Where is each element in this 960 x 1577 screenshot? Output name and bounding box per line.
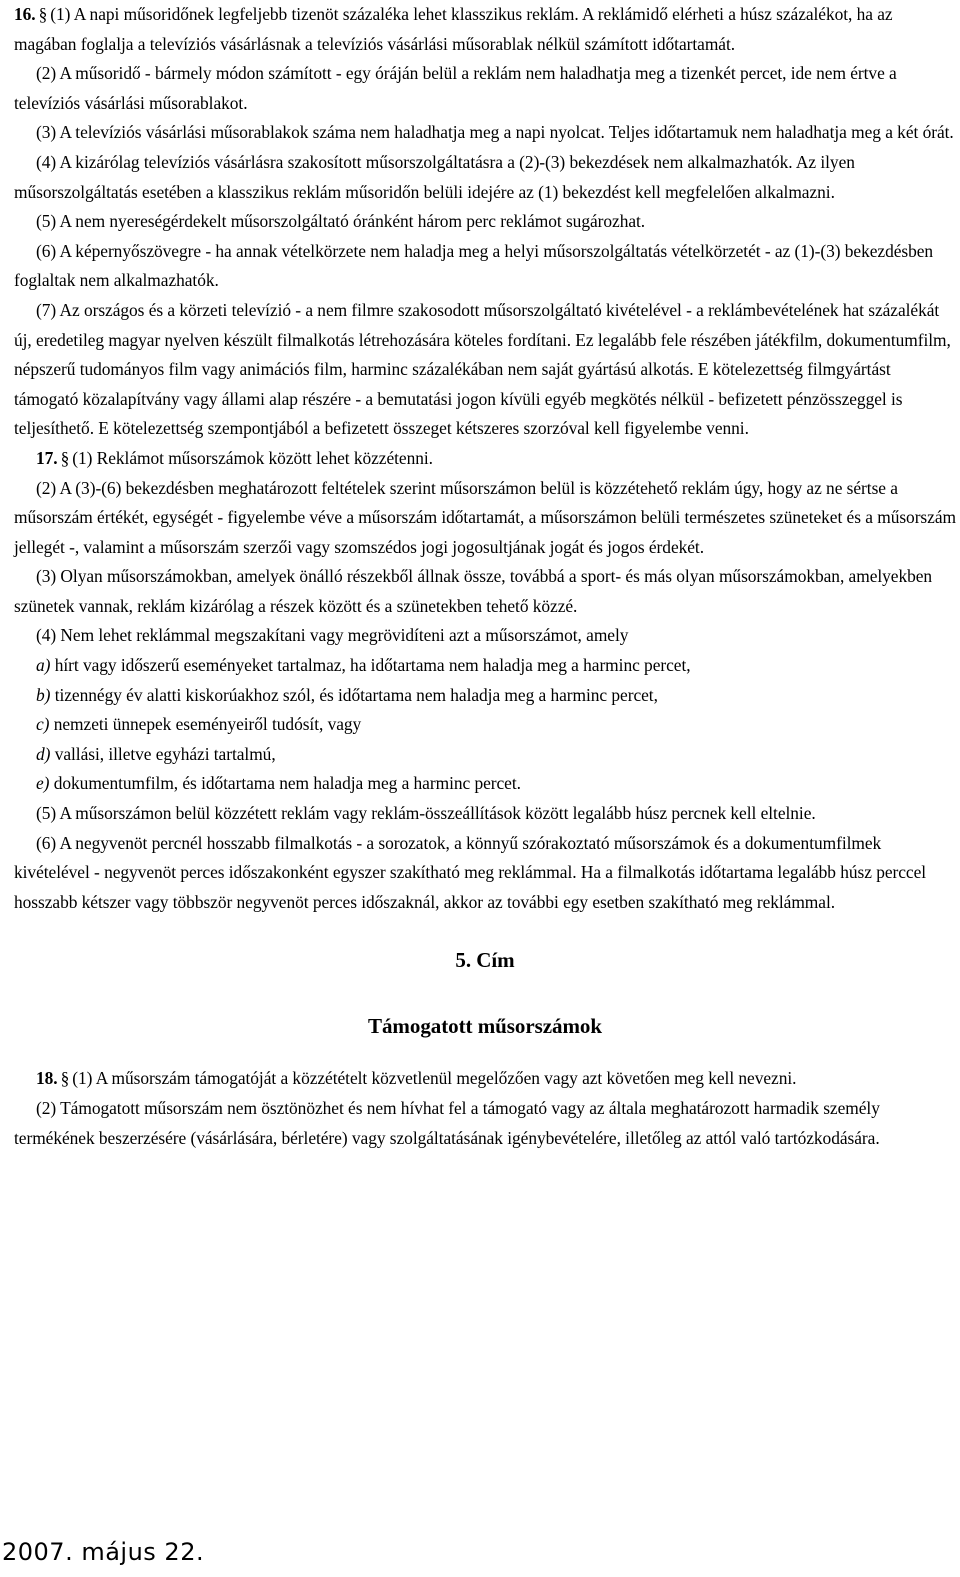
section-16-para-6: (6) A képernyőszövegre - ha annak vételkörzete nem haladja meg a helyi műsorszolgáltatás vételkörzetét - az (1)-(3) bekezdésben foglaltak nem alkalmazhatók.	[14, 240, 934, 291]
paragraph-text: (1) A műsorszám támogatóját a közzétételt közvetlenül megelőzően vagy azt követően meg kell nevezni.	[72, 1068, 797, 1089]
list-item-a	[14, 651, 956, 681]
section-16-para-1	[14, 0, 956, 59]
document-body	[14, 0, 956, 1153]
section-number: 17.	[36, 447, 58, 468]
section-18-para-2: (2) Támogatott műsorszám nem ösztönözhet és nem hívhat fel a támogató vagy az általa meghatározott harmadik személy termékének beszerzésére (vásárlására, bérletére) vagy szolgáltatásának igénybevételére, illetőleg az attól való tartózkodására.	[14, 1098, 880, 1148]
item-text: dokumentumfilm, és időtartama nem haladja meg a harminc percet.	[53, 773, 521, 794]
section-16-para-7: (7) Az országos és a körzeti televízió - a nem filmre szakosodott műsorszolgáltató kivételével - a reklámbevételének hat százalékát új, eredetileg magyar nyelven készült filmalkotás létrehozására köteles fordítani. Ez legalább fele részében játékfilm, dokumentumfilm, népszerű tudományos film vagy animációs film, harminc százalékában nem saját gyártású alkotás. E kötelezettség filmgyártást támogató közalapítvány vagy állami alap részére - a bemutatási jogon kívüli egyéb megkötés nélkül - befizetett pénzösszeggel is teljesíthető. E kötelezettség szempontjából a befizetett összeget kétszeres szorzóval kell figyelembe venni.	[14, 299, 951, 439]
item-letter: b)	[36, 684, 51, 705]
section-sign: §	[38, 4, 48, 24]
item-text: vallási, illetve egyházi tartalmú,	[54, 743, 276, 764]
section-16-para-2: (2) A műsoridő - bármely módon számított - egy óráján belül a reklám nem haladhatja meg a tizenkét percet, ide nem értve a televíziós vásárlási műsorablakot.	[14, 63, 897, 113]
list-item-e	[14, 769, 956, 799]
list-item-d	[14, 740, 956, 770]
chapter-heading: 5. Cím	[455, 948, 515, 973]
section-number: 18.	[36, 1068, 58, 1089]
section-16-para-3: (3) A televíziós vásárlási műsorablakok száma nem haladhatja meg a napi nyolcat. Teljes időtartamuk nem haladhatja meg a két órát.	[36, 122, 954, 143]
section-sign: §	[60, 1068, 70, 1089]
item-letter: a)	[36, 655, 51, 676]
section-number: 16.	[14, 4, 36, 24]
item-text: nemzeti ünnepek eseményeiről tudósít, vagy	[53, 714, 362, 735]
section-sign: §	[60, 447, 70, 468]
section-16-para-4: (4) A kizárólag televíziós vásárlásra szakosított műsorszolgáltatásra a (2)-(3) bekezdések nem alkalmazhatók. Az ilyen műsorszolgáltatás esetében a klasszikus reklám műsoridőn belüli idejére az (1) bekezdést kell megfelelően alkalmazni.	[14, 151, 855, 202]
section-16-para-5: (5) A nem nyereségérdekelt műsorszolgáltató óránként három perc reklámot sugározhat.	[36, 211, 646, 232]
section-17-para-2: (2) A (3)-(6) bekezdésben meghatározott feltételek szerint műsorszámon belül is közzétehető reklám úgy, hogy az ne sértse a műsorszám értékét, egységét - figyelembe véve a műsorszám időtartamát, a műsorszámon belüli természetes szüneteket és a műsorszám jellegét -, valamint a műsorszám szerzői vagy szomszédos jogi jogosultjának jogát és jogos érdekét.	[14, 477, 956, 557]
footer-date: 2007. május 22.	[2, 1538, 205, 1566]
item-letter: c)	[36, 714, 50, 735]
section-17-para-6: (6) A negyvenöt percnél hosszabb filmalkotás - a sorozatok, a könnyű szórakoztató műsorszámok és a dokumentumfilmek kivételével - negyvenöt perces időszakonként egyszer szakítható meg reklámmal. Ha a filmalkotás időtartama legalább húsz perccel hosszabb kétszer vagy többször negyvenöt perces időszaknál, akkor az további egy esetben szakítható meg reklámmal.	[14, 832, 927, 912]
paragraph-text: (1) Reklámot műsorszámok között lehet közzétenni.	[72, 447, 433, 468]
section-17-para-5: (5) A műsorszámon belül közzétett reklám vagy reklám-összeállítások között legalább húsz percnek kell eltelnie.	[36, 803, 816, 824]
section-18-para-1	[14, 1064, 956, 1094]
item-letter: d)	[36, 743, 51, 764]
chapter-title: Támogatott műsorszámok	[368, 1014, 602, 1039]
list-item-c	[14, 710, 956, 740]
section-17-para-3: (3) Olyan műsorszámokban, amelyek önálló részekből állnak össze, továbbá a sport- és más olyan műsorszámokban, amelyekben szünetek vannak, reklám kizárólag a részek között és a szünetekben tehető közzé.	[14, 566, 933, 616]
item-text: tizennégy év alatti kiskorúakhoz szól, és időtartama nem haladja meg a harminc percet,	[54, 684, 658, 705]
item-text: hírt vagy időszerű eseményeket tartalmaz, ha időtartama nem haladja meg a harminc percet,	[54, 655, 691, 676]
paragraph-text: (1) A napi műsoridőnek legfeljebb tizenöt százaléka lehet klasszikus reklám. A reklámidő elérheti a húsz százalékot, ha az magában foglalja a televíziós vásárlásnak a televíziós vásárlási műsorablak nélkül számított időtartamát.	[14, 4, 893, 54]
section-17-para-1	[14, 444, 956, 474]
item-letter: e)	[36, 773, 50, 794]
section-17-para-4: (4) Nem lehet reklámmal megszakítani vagy megrövidíteni azt a műsorszámot, amely	[36, 625, 629, 646]
list-item-b	[14, 681, 956, 711]
